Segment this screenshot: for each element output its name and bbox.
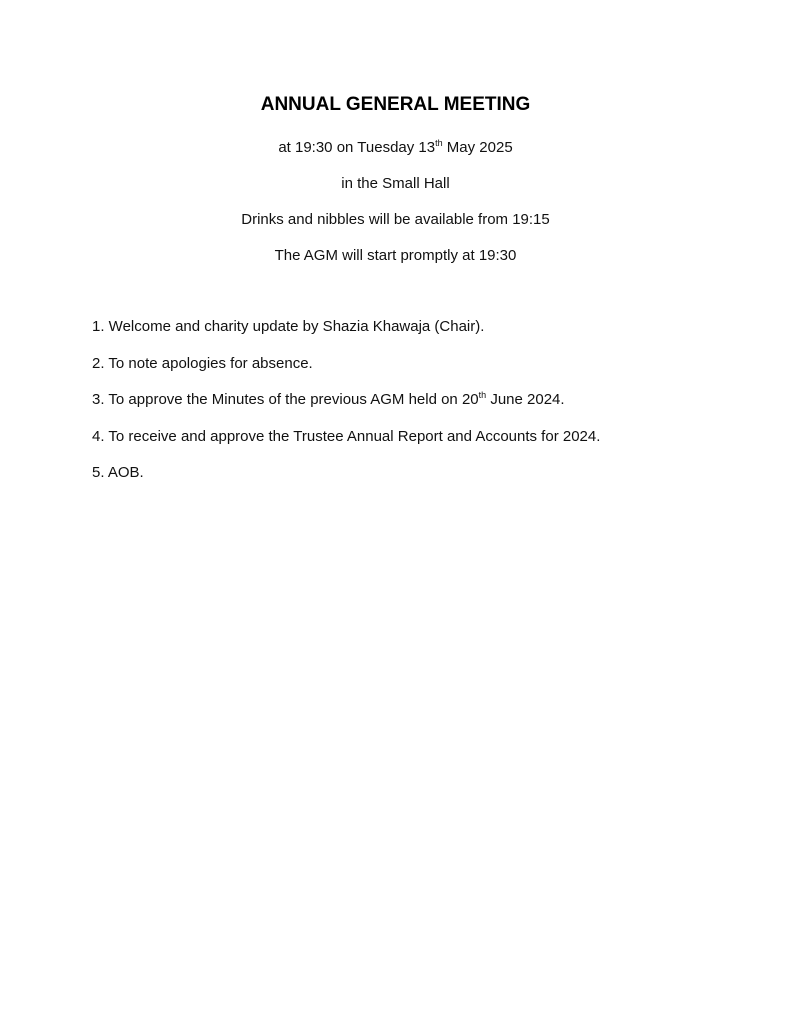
agenda-item-minutes-date: June 2024. (486, 391, 565, 408)
agenda-item-report: 4. To receive and approve the Trustee Annual Report and Accounts for 2024. (92, 427, 601, 445)
agenda-item-minutes-text: 3. To approve the Minutes of the previous AGM held on 20 (92, 391, 479, 408)
meeting-time-month: May 2025 (442, 139, 513, 156)
meeting-time (0, 139, 791, 156)
refreshments-note: Drinks and nibbles will be available from 19:15 (241, 211, 550, 228)
agenda-list (92, 318, 712, 501)
agenda-item-aob: 5. AOB. (92, 464, 144, 481)
meeting-date-ordinal: th (435, 138, 443, 148)
start-note: The AGM will start promptly at 19:30 (274, 247, 517, 264)
meeting-venue: in the Small Hall (341, 175, 450, 192)
meeting-time-text: at 19:30 on Tuesday 13 (278, 139, 436, 156)
agenda-item-welcome: 1. Welcome and charity update by Shazia Khawaja (Chair). (92, 318, 485, 335)
agenda-item-minutes (92, 391, 712, 428)
document-title: ANNUAL GENERAL MEETING (260, 94, 531, 115)
agenda-item-minutes-ordinal: th (478, 390, 487, 400)
agenda-item-apologies: 2. To note apologies for absence. (92, 354, 313, 372)
